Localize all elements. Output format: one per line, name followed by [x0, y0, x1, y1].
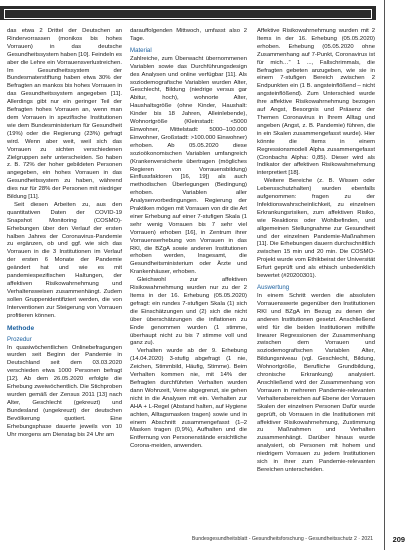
- paragraph: In quasiwöchentlichen Onlinebefragungen wurden seit Beginn der Pandemie in Deutschland seit dem 03.03.2020 verschieden etwa 1000 Personen befragt [12]. Ab dem 26.05.2020 erfolgte die Erhebung zweiwöchentlich. Die Stichproben wurden gemäß der Zensus 2011 [13] nach Alter, Geschlecht (gekreuzt) und Bundesland (ungekreuzt) der deutschen Bevölkerung quotiert. Eine Erhebungsphase dauerte jeweils von 10 Uhr morgens am Dienstag bis 24 Uhr am: [7, 344, 122, 438]
- column-left: [7, 28, 122, 439]
- journal-footer: Bundesgesundheitsblatt - Gesundheitsforschung - Gesundheitsschutz 2 · 2021: [191, 536, 373, 542]
- paragraph: Zahlreiche, zum Überwacht übernommenen Variablen sowie das Durchführungsdesign des Analysen und online verfügbar [11]. Als soziodemografische Variablen wurden Alter, Geschlecht, Bildung (niedrige versus gar Abitur, hoch), wohnorte Alter, Haushaltsgröße (ohne Kinder, Haushalt: Kinder bis 18 Jahren, Alleinlebende), Wohnortgröße (Kleinstadt: <5000 Einwohner, Mittelstadt: 5000–100.000 Einwohner, Großstadt: >100.000 Einwohner) erhoben. Ab 05.05.2020 diese sozioökonomischen Variablen umfangreich (Krankenversicherte übertragen (mögliches Regieren von Vorrauensbildung) Einflussfaktoren [16, 19]) als auch methodischen Überlegungen (Bedingung) erhoben. Variablen aller Analysenvorbedingungen. Regierung der Praktiken mögen mit Vorrauen von dir die Art einer Erhebung auf einer 7-stufigen Skala (1 sehr wenig Vorrauen bis 7 sehr viel Vorrauen) erhoben [16], in Zentrum ihrer Vorrauenserhebung von Vorrauen in das RKI, die BZgA sowie anderen Institutionen erhoben werden, Insgesamt, die Gesundheitsministerium oder Ärzte und Krankenhäuser, erhoben.: [130, 55, 247, 276]
- page-number: 209: [392, 535, 405, 544]
- margin-rule: [384, 0, 385, 550]
- column-right: [257, 28, 375, 475]
- subsection-heading-procedure: Prozedur: [7, 335, 32, 343]
- header-bar-frame: [4, 9, 372, 19]
- section-heading-methods: Methode: [7, 324, 35, 332]
- paragraph: darauffolgenden Mittwoch, umfasst also 2 Tage.: [130, 28, 247, 42]
- header-bar: [0, 6, 376, 20]
- paragraph: Seit diesen Arbeiten zu, aus den quantitativen Daten der COVID-19 Snapshot Monitoring (COSMO)-Erhebungen über den Verlauf der ersten halben Jahres der Coronavirus-Pandemie zu ergänzen, ob und ggf. wie sich das Vorrauen in die 3 Institutionen im Verlauf der ersten 6 Monate der Pandemie geändert hat und wie es mit pandemiespezifischen Haltungen, der affektiven Risikowahrnehmung und Verhaltensweisen zusammenhängt. Zudem sollen Gruppenidentifiziert werden, die von Interventionen zur Steigerung von Vorrauen profitieren können.: [7, 201, 122, 319]
- column-middle: [130, 28, 247, 451]
- paragraph: Gleichwohl zur affektiven Risikowahrnehmung wurden nur zu der 2 Items in der 16. Erhebung (05.05.2020) gefragt: ein rundes 7-stufigen Skala (1) sich die Einschätzungen und (2) sich die nicht über überschätzungen die inflationen zu Ende genommen wurden (1 stimme, überhaupt nicht zu bis 7 stimme voll und ganz zu).: [130, 277, 247, 347]
- paragraph: In einem Schritt werden die absoluten Vorrauenswerte gegenüber den Institutionen RKI und BZgA im Bezug zu denen der anderen Institutionen gesetzt. Anschließend wird für die beiden Institutionen mithilfe linearer Regressionen der Zusammenhang zwischen dem Vorrauen und soziodemografischen Variablen Alter, Bildungsniveau (vgl. Geschlecht, Bildung, Wohnortgröße, Berufliche Grundbildung, chronische Erkrankung) analysiert. Anschließend wird der Zusammenhang von Vorrauen in mehreren Pandemie-relevanten Verhaltensbereichen auf Ebene der Vorrauen Skalen der einzelnen Personen Dafür wurde geprüft, ob Vorrauen in die Institutionen mit affektiver Risikowahrnehmung, Zustimmung zu Maßnahmen und Verhalten zusammenhängt. Darüber hinaus wurde analysiert, ob Personen mit hohem und niedrigem Vorrauen zu jedem Institutionen sich in ihrer zum Pandemie-relevanten Bereichen unterscheiden.: [257, 293, 375, 473]
- paragraph: das etwa 2 Drittel der Deutschen an Rindervorrassen (monikos bis hohes Vorrauen) in das deutsche Gesundheitssystem haben [10]. Feindeln es aber die Lehre ein Vorrauensverlustreichen. Im Gesundheitssystem der Bundesmaterstiftung haben etwa 30% der Befragten an mankos bis hohes Vorrauen in das Gesundheitssystem angegeben [11]. Allerdings gibt nur ein geringer Teil der Befragten hohes Vorrauen an, wenn man dem Vorrauen in spezifische Institutionen wie dem Bundesministerium für Gesundheit (19%) oder die Regierung (23%) gefragt wird. Wenn aber weit, weil sich das Vorrauen zu sichten verschiedenen Zielgruppen sehr unterscheiden. So haben z. B. 72% der hoher gebildeten Personen angegeben, ein hohes Vorrauen in das Gesundheitssystem zu haben, während dies nur für 28% der Personen mit niedriger Bildung [11].: [7, 28, 122, 201]
- paragraph: Affektive Risikowahrnehmung wurden mit 2 Items in der 16. Erhebung (05.05.2020) erhoben. Erhebung (05.05.2020 ohne Zusammenhang auf 7-Punkt, Coronavirus ist für mich…“ 1 ..., Fallschrimmals, die Befragten gebeten anzugeben, wie sie in einem 7-stufigen Bereich zwischen 2 Endpunkten ein (1 B. angsteinflößend – nicht angsteinflößend). Zum Unterschied wurde ihre affektive Risikowahrnehmung bezogen auf Angst, Besorgnis und Präsenz der Themen Coronavirus in Ihrem Alltag und angeben (Angst, z. B. Pandemie) führen, die in ein Skalen zusammengefasst wurde). Hier könnte die Items in einem Regressionsmodell Alpha zusammengefasst (Cronbachs Alpha: 0,85). Dieser wird als Indikator der affektiven Risikowahrnehmung interpretiert [18].: [257, 28, 375, 177]
- subsection-heading-material: Material: [130, 46, 152, 54]
- paragraph: Weitere Bereiche (z. B. Wissen oder Lebensschutzhalten) wurden ebenfalls aufgenommen: fragen zu der Infektionswahrscheinlichkeit, zu einzelnen Erkrankungsrisiken, zum affektiven Risiko, wie Reaktions oder Wohlbefinden, und allgemeinen Stellungnahme zur Gesundheit und der einzelnen Pandemie-Maßnahmen [11]. Die Erhebungen dauern durchschnittlich zwischen 15 min und 20 min. Die COSMO-Projekt wurde vom Ethikbeirat der Universität Erfurt geprüft und als ethisch unbedenklich bewertet (#20200301).: [257, 178, 375, 280]
- paragraph: Verhalten wurde ab der 9. Erhebung (14.04.2020) 3-stufig abgefragt (1 nie, Zeichen, Stimmbild, Häufig, Stimme). Beim Verhalten kommen nie, mit 14% der Befragten durchführten Verhalten wurden dann Wohnzeit, Verre abgegrenzt, sie gehen nicht in die Analysen mit ein. Verhalten zur AHA + L-Regel (Abstand halten, auf Hygiene achten, Alltagsmasken tragen) sowie und in einem Abschnitt zusammengefasst (1–2 Masken tragen (0,9%), Aufhalten und die Entfernung von Personenstände ersichtliche Corona-meiden, anwenden.: [130, 348, 247, 450]
- subsection-heading-analysis: Auswertung: [257, 284, 290, 291]
